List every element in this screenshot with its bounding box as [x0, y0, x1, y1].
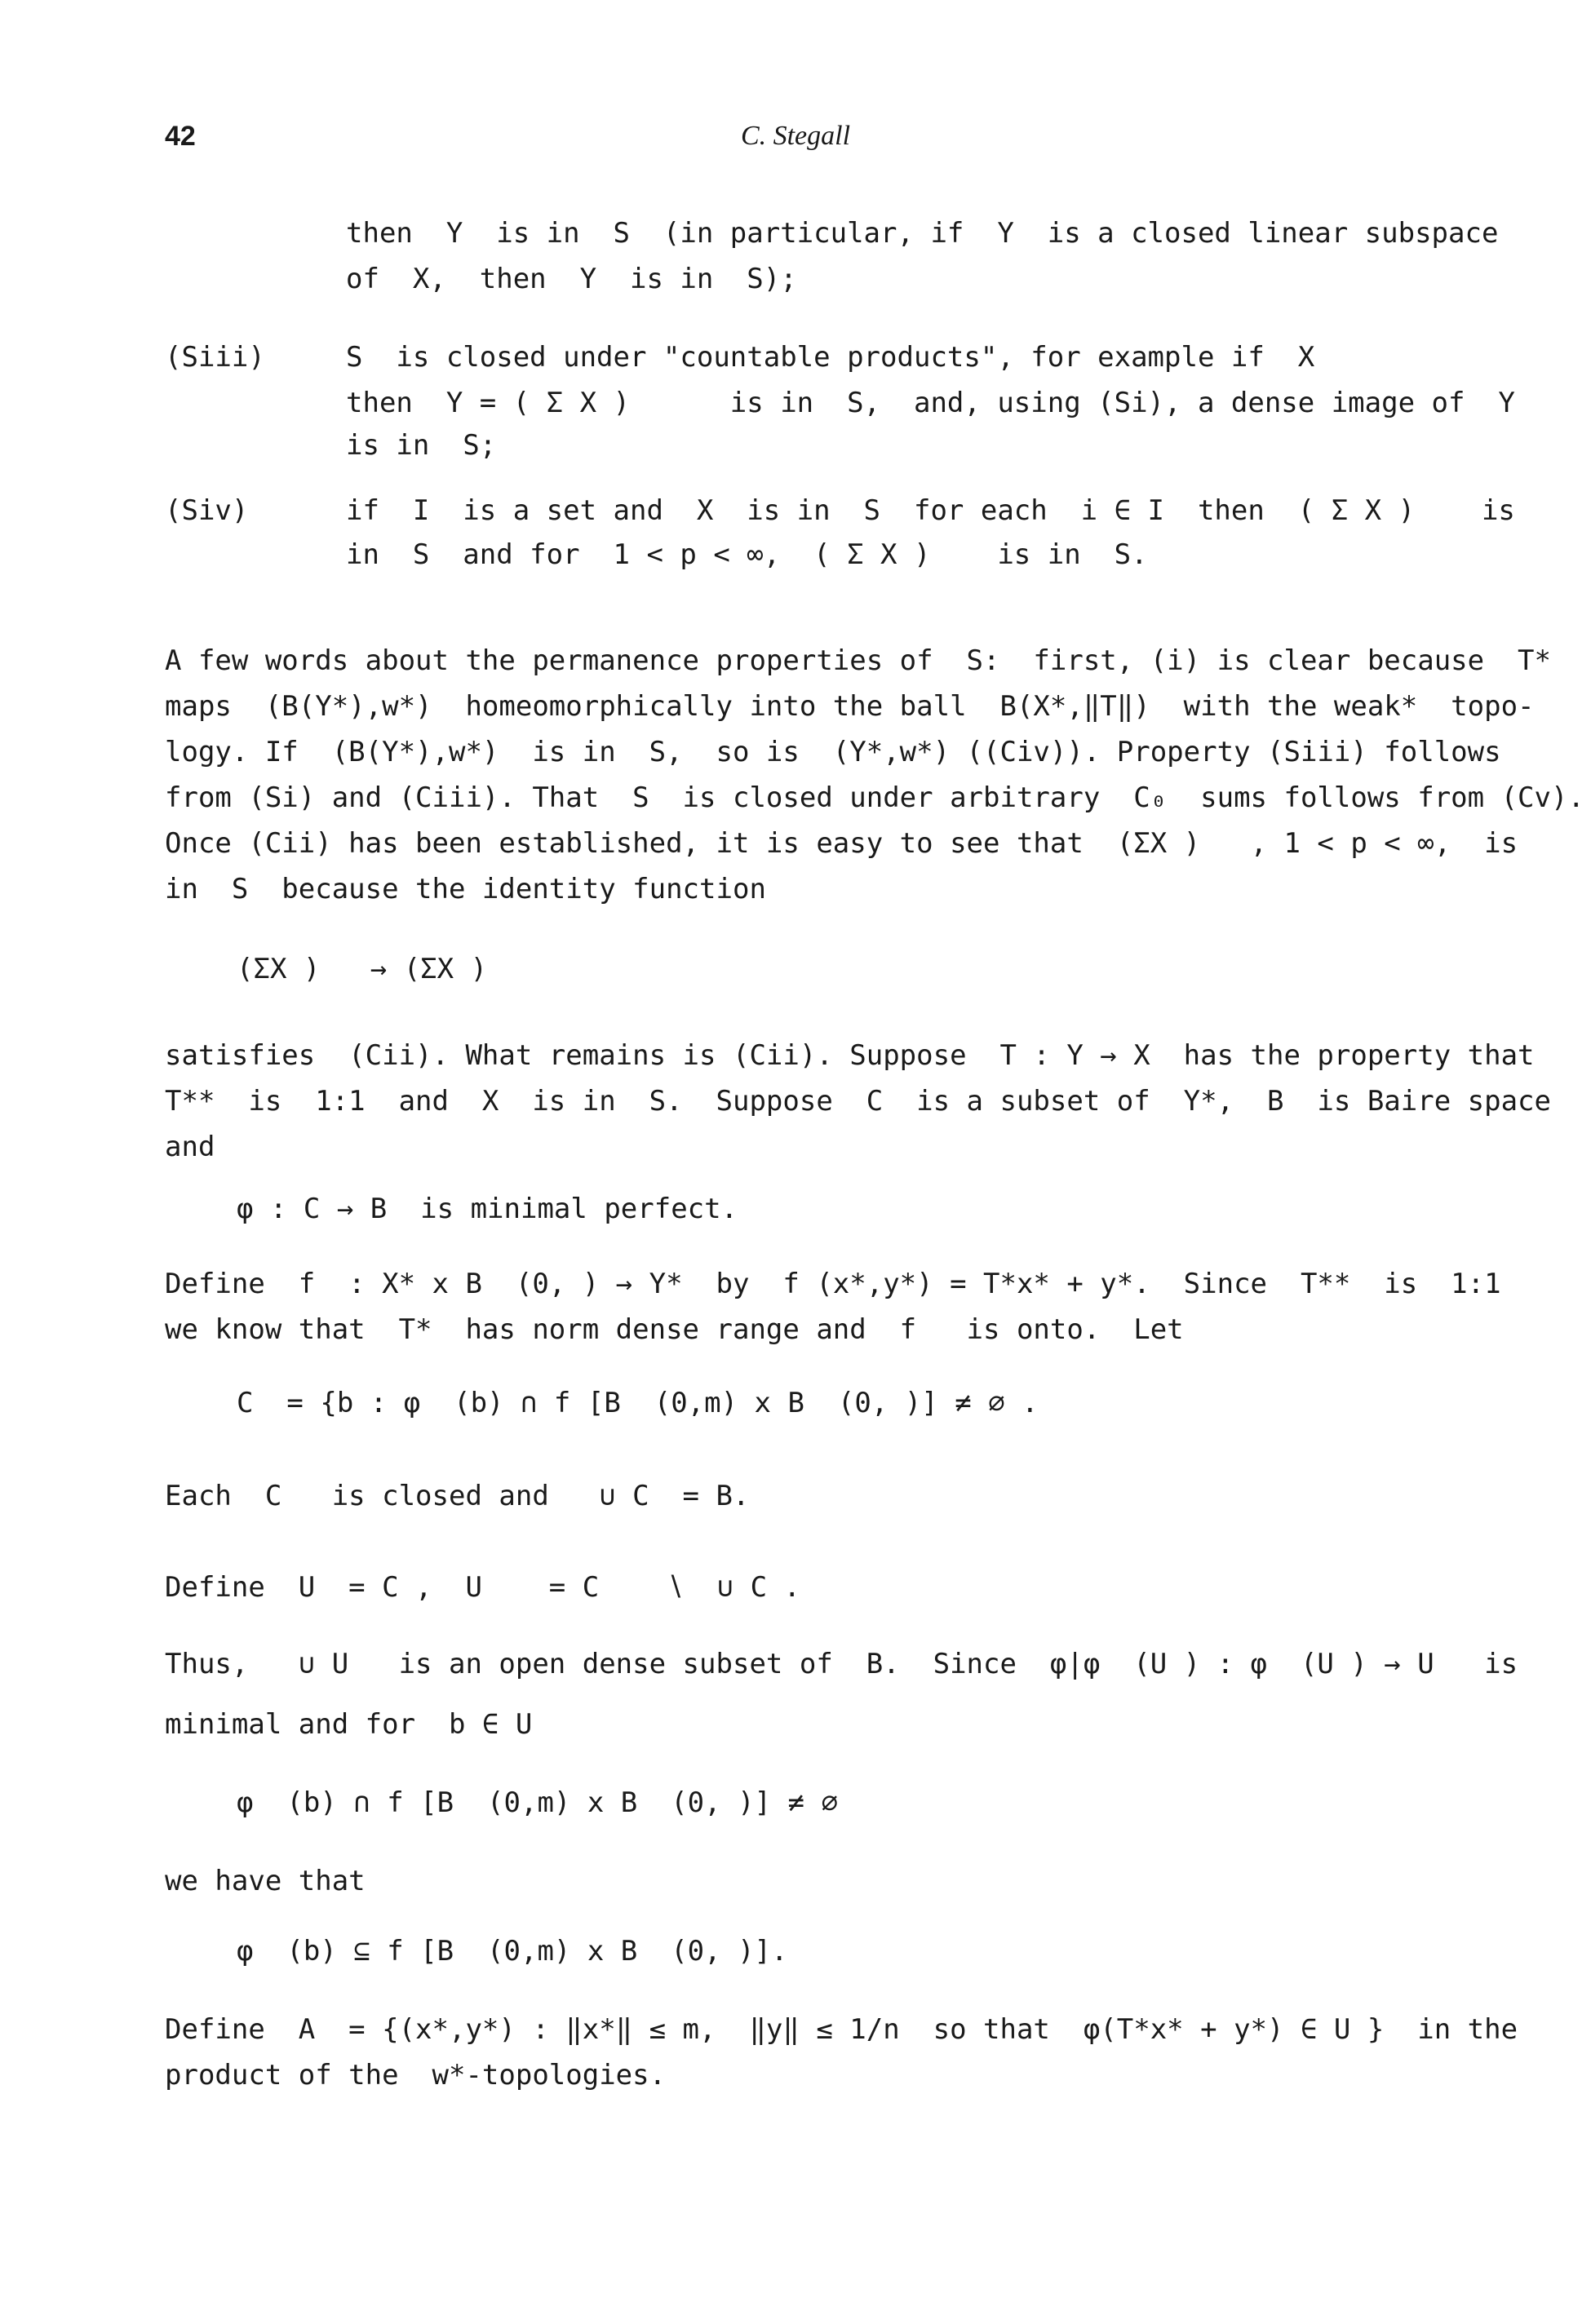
- paragraph-line: Each C is closed and ∪ C = B.: [165, 1480, 750, 1512]
- text-line: in S and for 1 < p < ∞, ( Σ X ) is in S.: [346, 538, 1148, 571]
- paragraph-line: satisfies (Cii). What remains is (Cii). Suppose T : Y → X has the property that: [165, 1039, 1535, 1072]
- text-line: is in S;: [346, 429, 497, 462]
- text-line: S is closed under "countable products", for example if X: [346, 341, 1315, 374]
- paragraph-line: Define A = {(x*,y*) : ‖x*‖ ≤ m, ‖y‖ ≤ 1/n so that φ(T*x* + y*) ∈ U } in the: [165, 2013, 1518, 2046]
- paragraph-line: in S because the identity function: [165, 873, 766, 905]
- paragraph-line: from (Si) and (Ciii). That S is closed under arbitrary C₀ sums follows from (Cv).: [165, 781, 1584, 814]
- paragraph-line: and: [165, 1131, 215, 1163]
- text-line: if I is a set and X is in S for each i ∈ I then ( Σ X ) is: [346, 494, 1515, 527]
- paragraph-line: we know that T* has norm dense range and f is onto. Let: [165, 1313, 1184, 1346]
- paragraph-line: T** is 1:1 and X is in S. Suppose C is a subset of Y*, B is Baire space: [165, 1085, 1551, 1118]
- text-line: then Y = ( Σ X ) is in S, and, using (Si), a dense image of Y: [346, 387, 1515, 419]
- display-equation: φ (b) ⊆ f [B (0,m) x B (0, )].: [237, 1935, 788, 1968]
- display-equation: φ : C → B is minimal perfect.: [237, 1193, 738, 1225]
- running-head: C. Stegall: [740, 121, 851, 151]
- item-label-siii: (Siii): [165, 341, 265, 374]
- text-line: then Y is in S (in particular, if Y is a closed linear subspace: [346, 217, 1499, 250]
- item-label-siv: (Siv): [165, 494, 249, 527]
- paragraph-line: Define U = C , U = C ∖ ∪ C .: [165, 1571, 801, 1604]
- paragraph-line: we have that: [165, 1865, 366, 1897]
- paragraph-line: Once (Cii) has been established, it is easy to see that (ΣX ) , 1 < p < ∞, is: [165, 827, 1518, 860]
- paragraph-line: product of the w*-topologies.: [165, 2059, 667, 2092]
- paragraph-line: A few words about the permanence properties of S: first, (i) is clear because T*: [165, 644, 1551, 677]
- display-equation: (ΣX ) → (ΣX ): [237, 953, 488, 985]
- display-equation: C = {b : φ (b) ∩ f [B (0,m) x B (0, )] ≠ ∅ .: [237, 1387, 1039, 1419]
- page-number: 42: [165, 121, 196, 152]
- page-header: [0, 121, 1591, 162]
- paragraph-line: minimal and for b ∈ U: [165, 1708, 533, 1741]
- paragraph-line: maps (B(Y*),w*) homeomorphically into the ball B(X*,‖T‖) with the weak* topo-: [165, 690, 1535, 723]
- paragraph-line: Define f : X* x B (0, ) → Y* by f (x*,y*) = T*x* + y*. Since T** is 1:1: [165, 1268, 1501, 1300]
- paragraph-line: Thus, ∪ U is an open dense subset of B. Since φ|φ (U ) : φ (U ) → U is: [165, 1648, 1518, 1680]
- display-equation: φ (b) ∩ f [B (0,m) x B (0, )] ≠ ∅: [237, 1786, 838, 1819]
- text-line: of X, then Y is in S);: [346, 263, 797, 295]
- paragraph-line: logy. If (B(Y*),w*) is in S, so is (Y*,w*) ((Civ)). Property (Siii) follows: [165, 736, 1501, 768]
